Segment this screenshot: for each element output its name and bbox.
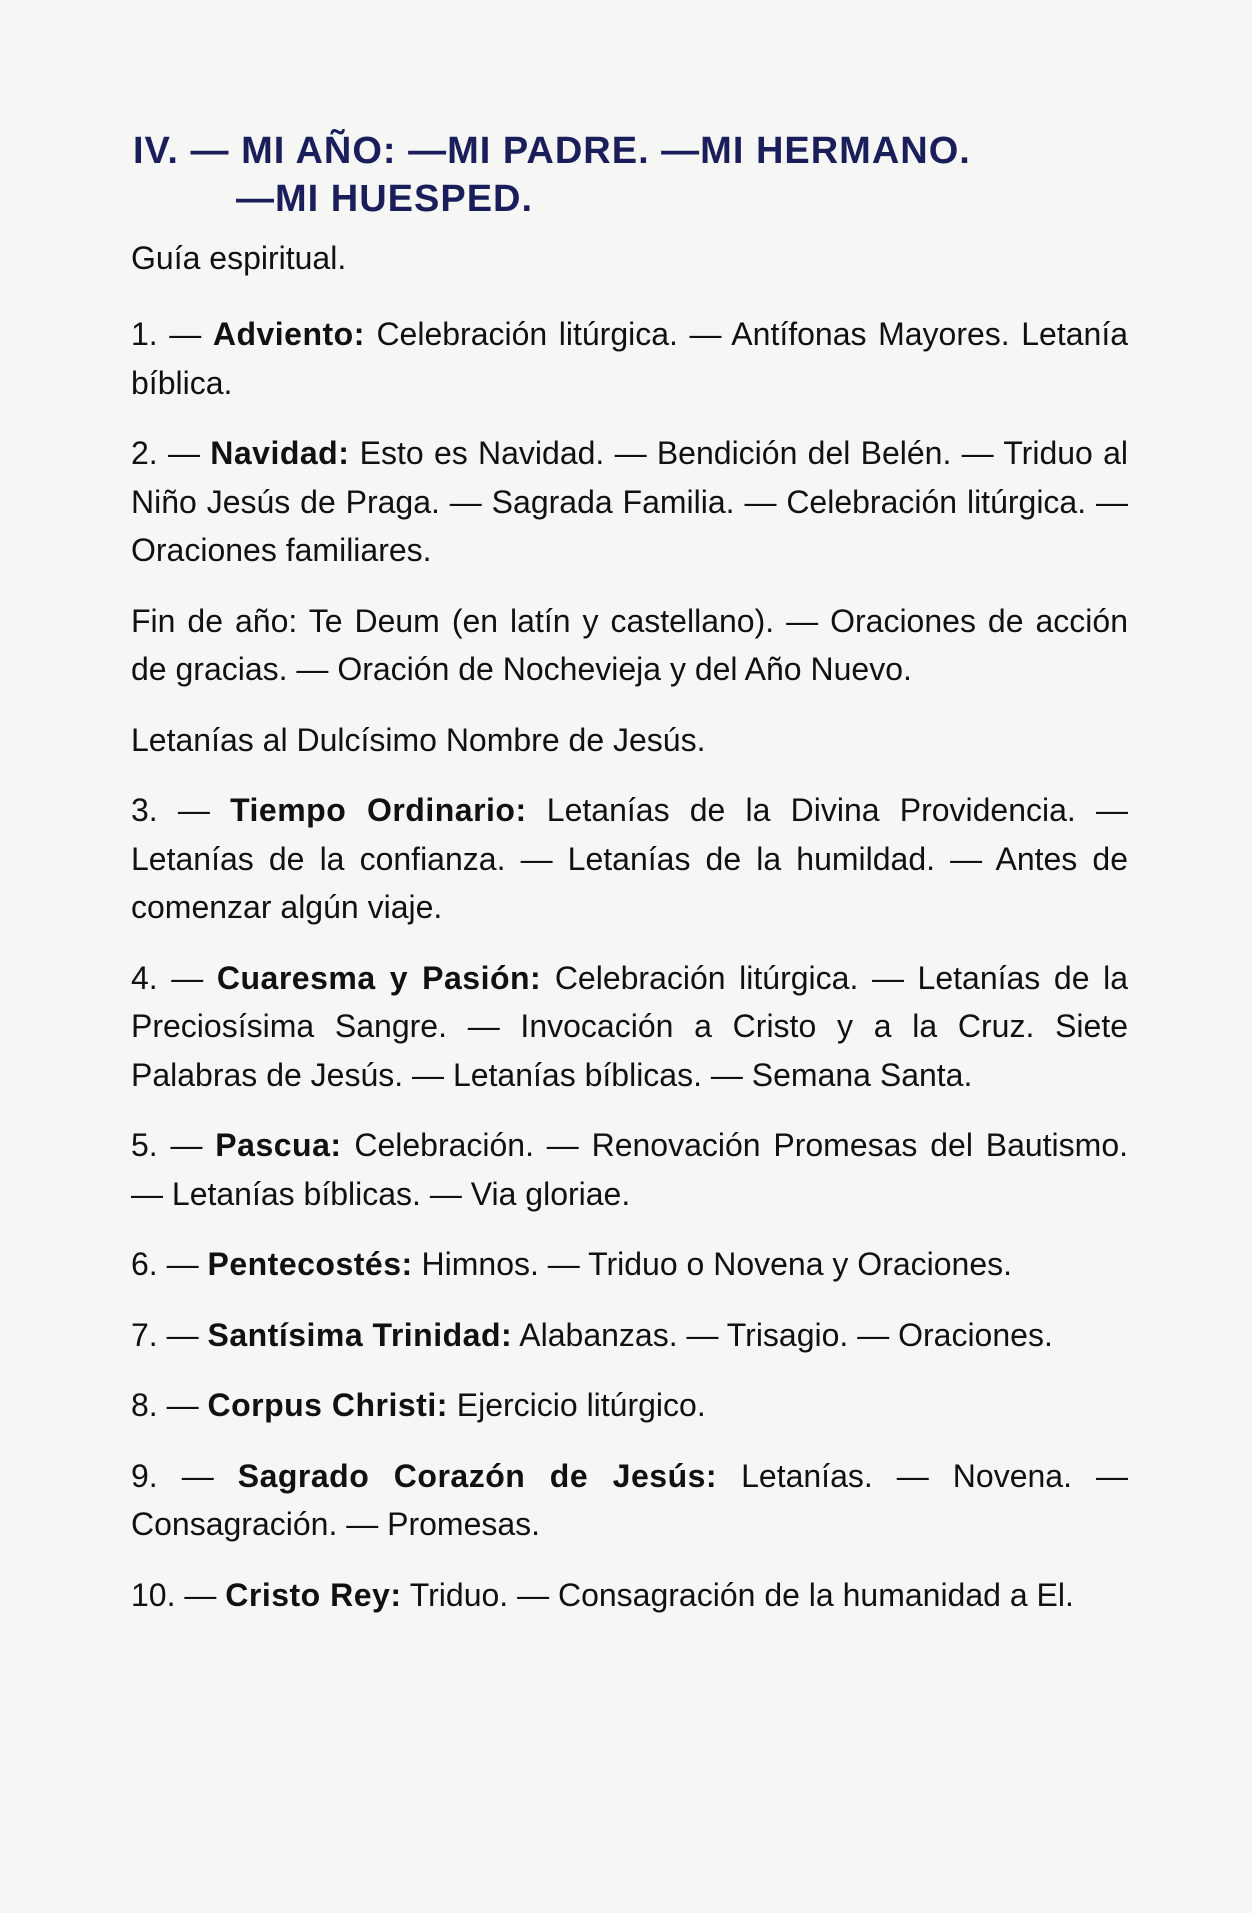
heading-line-1: IV. — MI AÑO: —MI PADRE. —MI HERMANO.: [133, 130, 971, 172]
item-title: Pascua:: [215, 1127, 342, 1163]
item-title: Corpus Christi:: [207, 1387, 448, 1423]
list-item: [131, 1571, 1128, 1620]
subtitle: Guía espiritual.: [131, 240, 347, 276]
list-item: [131, 1452, 1128, 1549]
list-item: [131, 1311, 1128, 1360]
item-list: [131, 310, 1128, 1641]
item-title: Cuaresma y Pasión:: [216, 959, 542, 996]
item-title: Navidad:: [210, 435, 350, 471]
heading-line-2: —MI HUESPED.: [236, 178, 534, 220]
item-number: 10. —: [131, 1576, 226, 1613]
list-item: [131, 1240, 1128, 1289]
item-title: Cristo Rey:: [225, 1576, 402, 1613]
list-item: [131, 1121, 1128, 1218]
list-item: [131, 1381, 1128, 1430]
item-title: Tiempo Ordinario:: [230, 792, 527, 828]
item-text: Letanías. — Novena. — Consagración. — Promesas.: [131, 1457, 1129, 1542]
item-text: Letanías de la Divina Providencia. — Letanías de la confianza. — Letanías de la humildad. — Antes de comenzar algún viaje.: [131, 792, 1129, 925]
item-title: Sagrado Corazón de Jesús:: [237, 1457, 718, 1494]
item-number: 1. —: [131, 316, 213, 352]
list-item: [131, 310, 1128, 407]
item-number: 5. —: [131, 1127, 216, 1163]
item-text: Triduo. — Consagración de la humanidad a El.: [401, 1576, 1074, 1613]
item-number: 6. —: [131, 1246, 208, 1282]
item-title: Pentecostés:: [207, 1246, 413, 1282]
item-text: Esto es Navidad. — Bendición del Belén. — Triduo al Niño Jesús de Praga. — Sagrada Familia. — Celebración litúrgica. — Oraciones familiares.: [131, 435, 1129, 568]
item-text: Celebración litúrgica. — Letanías de la Preciosísima Sangre. — Invocación a Cristo y a la Cruz. Siete Palabras de Jesús. — Letanías bíblicas. — Semana Santa.: [131, 959, 1129, 1093]
item-number: 9. —: [131, 1457, 238, 1494]
item-number: 7. —: [131, 1316, 208, 1353]
item-text: Letanías al Dulcísimo Nombre de Jesús.: [131, 721, 706, 758]
list-item: [131, 954, 1128, 1100]
section-heading: [133, 127, 1133, 223]
item-number: 2. —: [131, 435, 211, 471]
item-text: Alabanzas. — Trisagio. — Oraciones.: [512, 1316, 1053, 1353]
item-text: Himnos. — Triduo o Novena y Oraciones.: [412, 1246, 1013, 1282]
list-item: [131, 429, 1128, 575]
list-item: [131, 597, 1128, 694]
item-title: Adviento:: [212, 316, 365, 352]
item-text: Ejercicio litúrgico.: [447, 1387, 706, 1423]
item-number: 4. —: [131, 959, 217, 996]
item-number: 8. —: [131, 1387, 208, 1423]
list-item: [131, 716, 1128, 765]
item-text: Celebración. — Renovación Promesas del Bautismo. — Letanías bíblicas. — Via gloriae.: [131, 1127, 1129, 1212]
list-item: [131, 786, 1128, 932]
item-number: 3. —: [131, 792, 231, 828]
item-text: Fin de año: Te Deum (en latín y castellano). — Oraciones de acción de gracias. — Oración de Nochevieja y del Año Nuevo.: [131, 602, 1128, 687]
item-text: Celebración litúrgica. — Antífonas Mayores. Letanía bíblica.: [131, 316, 1129, 401]
item-title: Santísima Trinidad:: [207, 1316, 513, 1353]
